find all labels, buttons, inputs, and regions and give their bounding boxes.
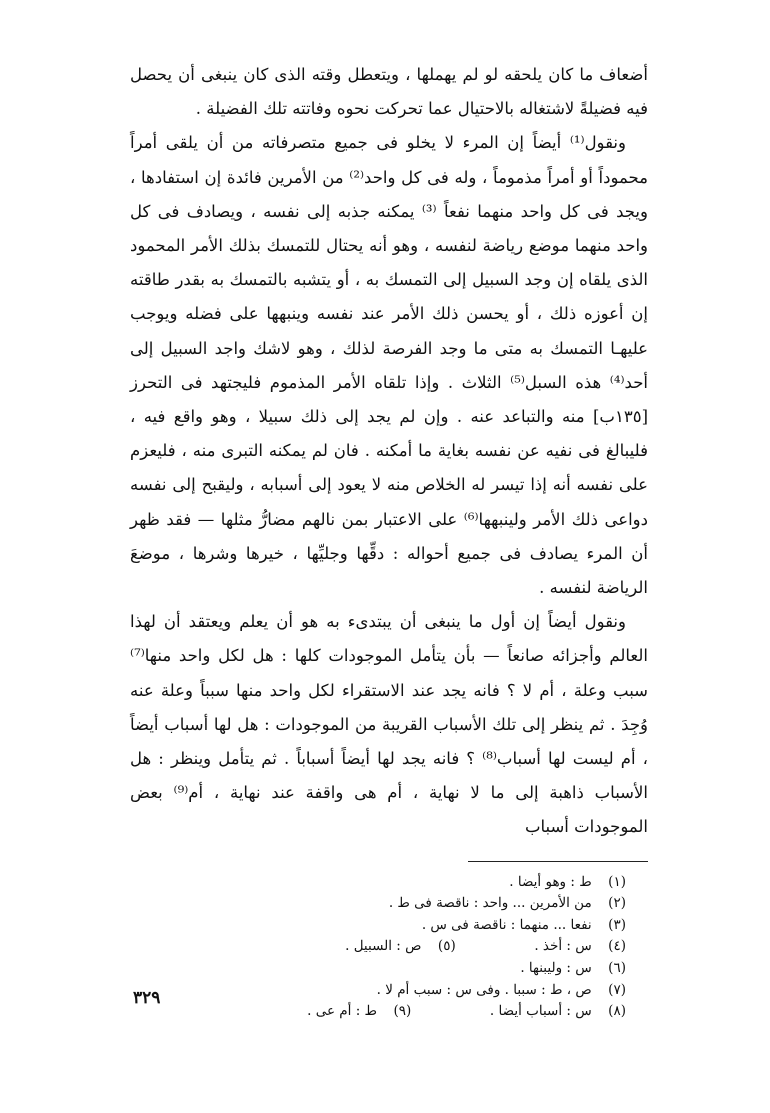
page-number: ٣٢٩	[133, 988, 161, 1008]
footnotes	[130, 872, 648, 1023]
document-page	[130, 58, 648, 1023]
footnote	[130, 958, 626, 980]
footnote	[130, 893, 626, 915]
footnote-number: (٨)	[608, 1003, 626, 1020]
footnote-number: (٣)	[608, 916, 626, 933]
paragraph-3: ونقول أيضاً إن أول ما ينبغى أن يبتدىء به هو أن يعلم ويعتقد أن لهذا العالم وأجزائه صانعاً — بأن يتأمل الموجودات كلها : هل لكل واحد منها⁽⁷⁾ سبب وعلة ، أم لا ؟ فانه يجد عند الاستقراء لكل واحد منها سبباً وعلة عنه وُجِدَ . ثم ينظر إلى تلك الأسباب القريبة من الموجودات : هل لها أسباب أيضاً ، أم ليست لها أسباب⁽⁸⁾ ؟ فانه يجد لها أيضاً أسباباً . ثم يتأمل وينظر : هل الأسباب ذاهبة إلى ما لا نهاية ، أم هى واقفة عند نهاية ، أم⁽⁹⁾ بعض الموجودات أسباب	[130, 612, 648, 837]
footnote	[130, 872, 626, 894]
footnote-text: من الأمرين ... واحد : ناقصة فى ط .	[388, 895, 592, 912]
footnote-number: (٦)	[608, 960, 626, 977]
footnote-text: ص ، ط : سببا . وفى س : سبب أم لا .	[376, 981, 592, 998]
footnote-number: (١)	[608, 873, 626, 890]
footnote-number: (٢)	[608, 895, 626, 912]
main-text	[130, 58, 648, 845]
paragraph-1: أضعاف ما كان يلحقه لو لم يهملها ، ويتعطل وقته الذى كان ينبغى أن يحصل فيه فضيلةً لاشتغاله بالاحتيال عما تحركت نحوه وفاتته تلك الفضيلة .	[130, 65, 648, 119]
footnote	[130, 980, 626, 1002]
footnote-text: ط : وهو أيضا .	[509, 873, 592, 890]
footnote-number: (٩)	[393, 1003, 412, 1020]
footnote-text: س : أخذ .	[534, 938, 592, 955]
footnote	[130, 915, 626, 937]
footnote-number: (٥)	[437, 938, 456, 955]
footnote-text: ط : أم عى .	[307, 1003, 378, 1020]
footnote	[130, 1001, 626, 1023]
footnote-text: نفعا ... منهما : ناقصة فى س .	[421, 916, 592, 933]
paragraph-2: ونقول⁽¹⁾ أيضاً إن المرء لا يخلو فى جميع متصرفاته من أن يلقى أمراً محموداً أو أمراً مذموماً ، وله فى كل واحد⁽²⁾ من الأمرين فائدة إن استفادها ، ويجد فى كل واحد منهما نفعاً ⁽³⁾ يمكنه جذبه إلى نفسه ، ويصادف فى كل واحد منهما موضع رياضة لنفسه ، وهو أنه يحتال للتمسك بذلك الأمر المحمود الذى يلقاه إن وجد السبيل إلى التمسك به ، أو يتشبه بالتمسك به بقدر طاقته إن أعوزه ذلك ، أو يحسن ذلك الأمر عند نفسه وينبهها على فضله ويوجب عليهـا التمسك به متى ما وجد الفرصة لذلك ، وهو لاشك واجد السبيل إلى أحد⁽⁴⁾ هذه السبل⁽⁵⁾ الثلاث . وإذا تلقاه الأمر المذموم فليجتهد فى التحرز [١٣٥ب] منه والتباعد عنه . وإن لم يجد إلى ذلك سبيلا ، وهو واقع فيه ، فليبالغ فى نفيه عن نفسه بغاية ما أمكنه . فان لم يمكنه التبرى منه ، فليعزم على نفسه أنه إذا تيسر له الخلاص منه لا يعود إلى أسبابه ، وليقبح إلى نفسه دواعى ذلك الأمر ولينبهها⁽⁶⁾ على الاعتبار بمن نالهم مضارُّ مثلها — فقد ظهر أن المرء يصادف فى جميع أحواله : دقِّها وجليِّها ، خيرها وشرها ، موضعَ الرياضة لنفسه .	[130, 133, 648, 598]
footnote-text: س : وليبنها .	[520, 960, 592, 977]
footnote	[130, 936, 626, 958]
footnote-number: (٤)	[608, 938, 626, 955]
footnote-number: (٧)	[608, 981, 626, 998]
footnote-separator	[468, 861, 648, 862]
footnote-text: ص : السبيل .	[345, 938, 422, 955]
footnote-text: س : أسباب أيضا .	[489, 1003, 592, 1020]
